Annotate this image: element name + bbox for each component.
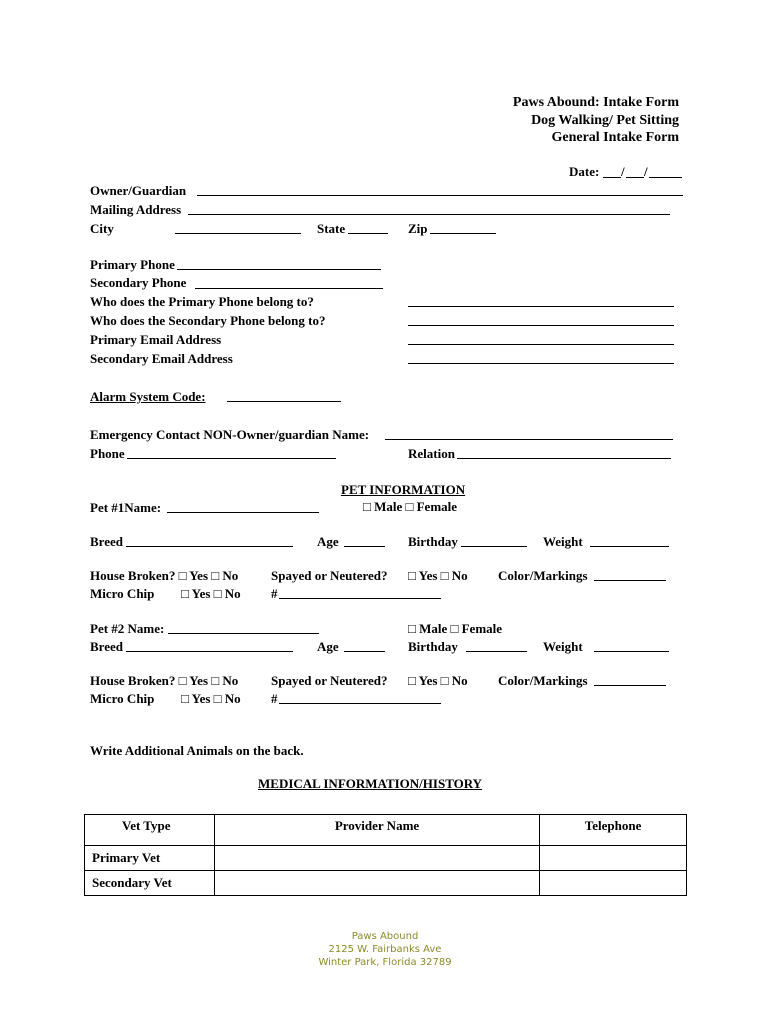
table-row [85, 846, 687, 871]
primary-email-field[interactable] [408, 344, 674, 345]
pet1-name-label: Pet #1Name: [90, 500, 162, 515]
pet2-house-broken[interactable]: House Broken? □ Yes □ No [90, 673, 239, 688]
primary-belongs-label: Who does the Primary Phone belong to? [90, 294, 314, 309]
city-label: City [90, 221, 114, 236]
vet-type-header: Vet Type [85, 815, 215, 846]
pet1-birthday-field[interactable] [461, 546, 527, 547]
primary-vet-provider-cell[interactable] [214, 846, 539, 871]
date-slash: / [644, 164, 648, 179]
pet2-birthday-label: Birthday [408, 639, 458, 654]
medical-heading: MEDICAL INFORMATION/HISTORY [258, 776, 483, 791]
date-month-field[interactable] [603, 177, 621, 178]
pet2-micro-chip-options[interactable]: □ Yes □ No [181, 691, 241, 706]
pet-information-heading: PET INFORMATION [341, 482, 466, 497]
pet2-weight-field[interactable] [594, 651, 669, 652]
date-year-field[interactable] [649, 177, 682, 178]
pet2-color-label: Color/Markings [498, 673, 588, 688]
state-field[interactable] [348, 233, 388, 234]
owner-guardian-label: Owner/Guardian [90, 183, 187, 198]
date-label: Date: [569, 164, 600, 179]
pet2-weight-label: Weight [543, 639, 583, 654]
pet1-micro-chip-options[interactable]: □ Yes □ No [181, 586, 241, 601]
additional-animals-note: Write Additional Animals on the back. [90, 743, 304, 758]
form-title: Paws Abound: Intake Form [512, 95, 679, 110]
pet1-color-label: Color/Markings [498, 568, 588, 583]
owner-guardian-field[interactable] [197, 195, 683, 196]
date-day-field[interactable] [626, 177, 644, 178]
pet1-name-field[interactable] [167, 512, 319, 513]
secondary-vet-provider-cell[interactable] [214, 871, 539, 896]
vet-table-header [85, 815, 687, 846]
footer-company: Paws Abound [351, 931, 419, 942]
primary-vet-telephone-cell[interactable] [540, 846, 687, 871]
zip-label: Zip [408, 221, 428, 236]
secondary-phone-field[interactable] [195, 288, 383, 289]
pet1-sex-options[interactable]: □ Male □ Female [363, 499, 458, 514]
alarm-code-field[interactable] [227, 401, 341, 402]
pet1-chip-number-label: # [271, 586, 278, 601]
secondary-email-label: Secondary Email Address [90, 351, 233, 366]
primary-vet-label: Primary Vet [85, 846, 215, 871]
vet-table [84, 814, 687, 896]
secondary-belongs-label: Who does the Secondary Phone belong to? [90, 313, 326, 328]
pet2-sex-options[interactable]: □ Male □ Female [408, 621, 503, 636]
primary-belongs-field[interactable] [408, 306, 674, 307]
provider-name-header: Provider Name [214, 815, 539, 846]
primary-phone-label: Primary Phone [90, 257, 175, 272]
secondary-belongs-field[interactable] [408, 325, 674, 326]
pet1-age-field[interactable] [344, 546, 385, 547]
pet2-spayed-options[interactable]: □ Yes □ No [408, 673, 468, 688]
pet1-spayed-label: Spayed or Neutered? [271, 568, 388, 583]
city-field[interactable] [175, 233, 301, 234]
pet1-color-field[interactable] [594, 580, 666, 581]
secondary-email-field[interactable] [408, 363, 674, 364]
alarm-code-label: Alarm System Code: [90, 389, 206, 404]
pet2-chip-number-label: # [271, 691, 278, 706]
pet1-spayed-options[interactable]: □ Yes □ No [408, 568, 468, 583]
pet2-color-field[interactable] [594, 685, 666, 686]
pet1-weight-label: Weight [543, 534, 583, 549]
footer-street: 2125 W. Fairbanks Ave [328, 944, 442, 955]
pet2-chip-number-field[interactable] [279, 703, 441, 704]
pet2-breed-field[interactable] [126, 651, 293, 652]
emergency-contact-label: Emergency Contact NON-Owner/guardian Name: [90, 427, 370, 442]
pet2-birthday-field[interactable] [466, 651, 527, 652]
relation-label: Relation [408, 446, 455, 461]
pet1-weight-field[interactable] [590, 546, 669, 547]
pet2-age-field[interactable] [344, 651, 385, 652]
emergency-phone-field[interactable] [127, 458, 336, 459]
secondary-phone-label: Secondary Phone [90, 275, 187, 290]
mailing-address-label: Mailing Address [90, 202, 182, 217]
mailing-address-field[interactable] [188, 214, 670, 215]
secondary-vet-label: Secondary Vet [85, 871, 215, 896]
telephone-header: Telephone [540, 815, 687, 846]
pet2-name-label: Pet #2 Name: [90, 621, 165, 636]
form-subtitle-2: General Intake Form [551, 130, 679, 145]
pet1-breed-label: Breed [90, 534, 123, 549]
primary-email-label: Primary Email Address [90, 332, 222, 347]
pet2-breed-label: Breed [90, 639, 123, 654]
pet1-birthday-label: Birthday [408, 534, 458, 549]
pet1-micro-chip-label: Micro Chip [90, 586, 155, 601]
pet1-house-broken[interactable]: House Broken? □ Yes □ No [90, 568, 239, 583]
pet2-name-field[interactable] [168, 633, 319, 634]
form-subtitle: Dog Walking/ Pet Sitting [531, 113, 679, 128]
secondary-vet-telephone-cell[interactable] [540, 871, 687, 896]
relation-field[interactable] [457, 458, 671, 459]
pet2-spayed-label: Spayed or Neutered? [271, 673, 388, 688]
footer-city: Winter Park, Florida 32789 [318, 957, 452, 968]
state-label: State [317, 221, 346, 236]
zip-field[interactable] [430, 233, 496, 234]
primary-phone-field[interactable] [177, 269, 381, 270]
emergency-phone-label: Phone [90, 446, 125, 461]
pet1-chip-number-field[interactable] [279, 598, 441, 599]
date-slash: / [621, 164, 625, 179]
pet1-age-label: Age [317, 534, 339, 549]
pet2-micro-chip-label: Micro Chip [90, 691, 155, 706]
pet2-age-label: Age [317, 639, 339, 654]
table-row [85, 871, 687, 896]
pet1-breed-field[interactable] [126, 546, 293, 547]
emergency-contact-field[interactable] [385, 439, 673, 440]
